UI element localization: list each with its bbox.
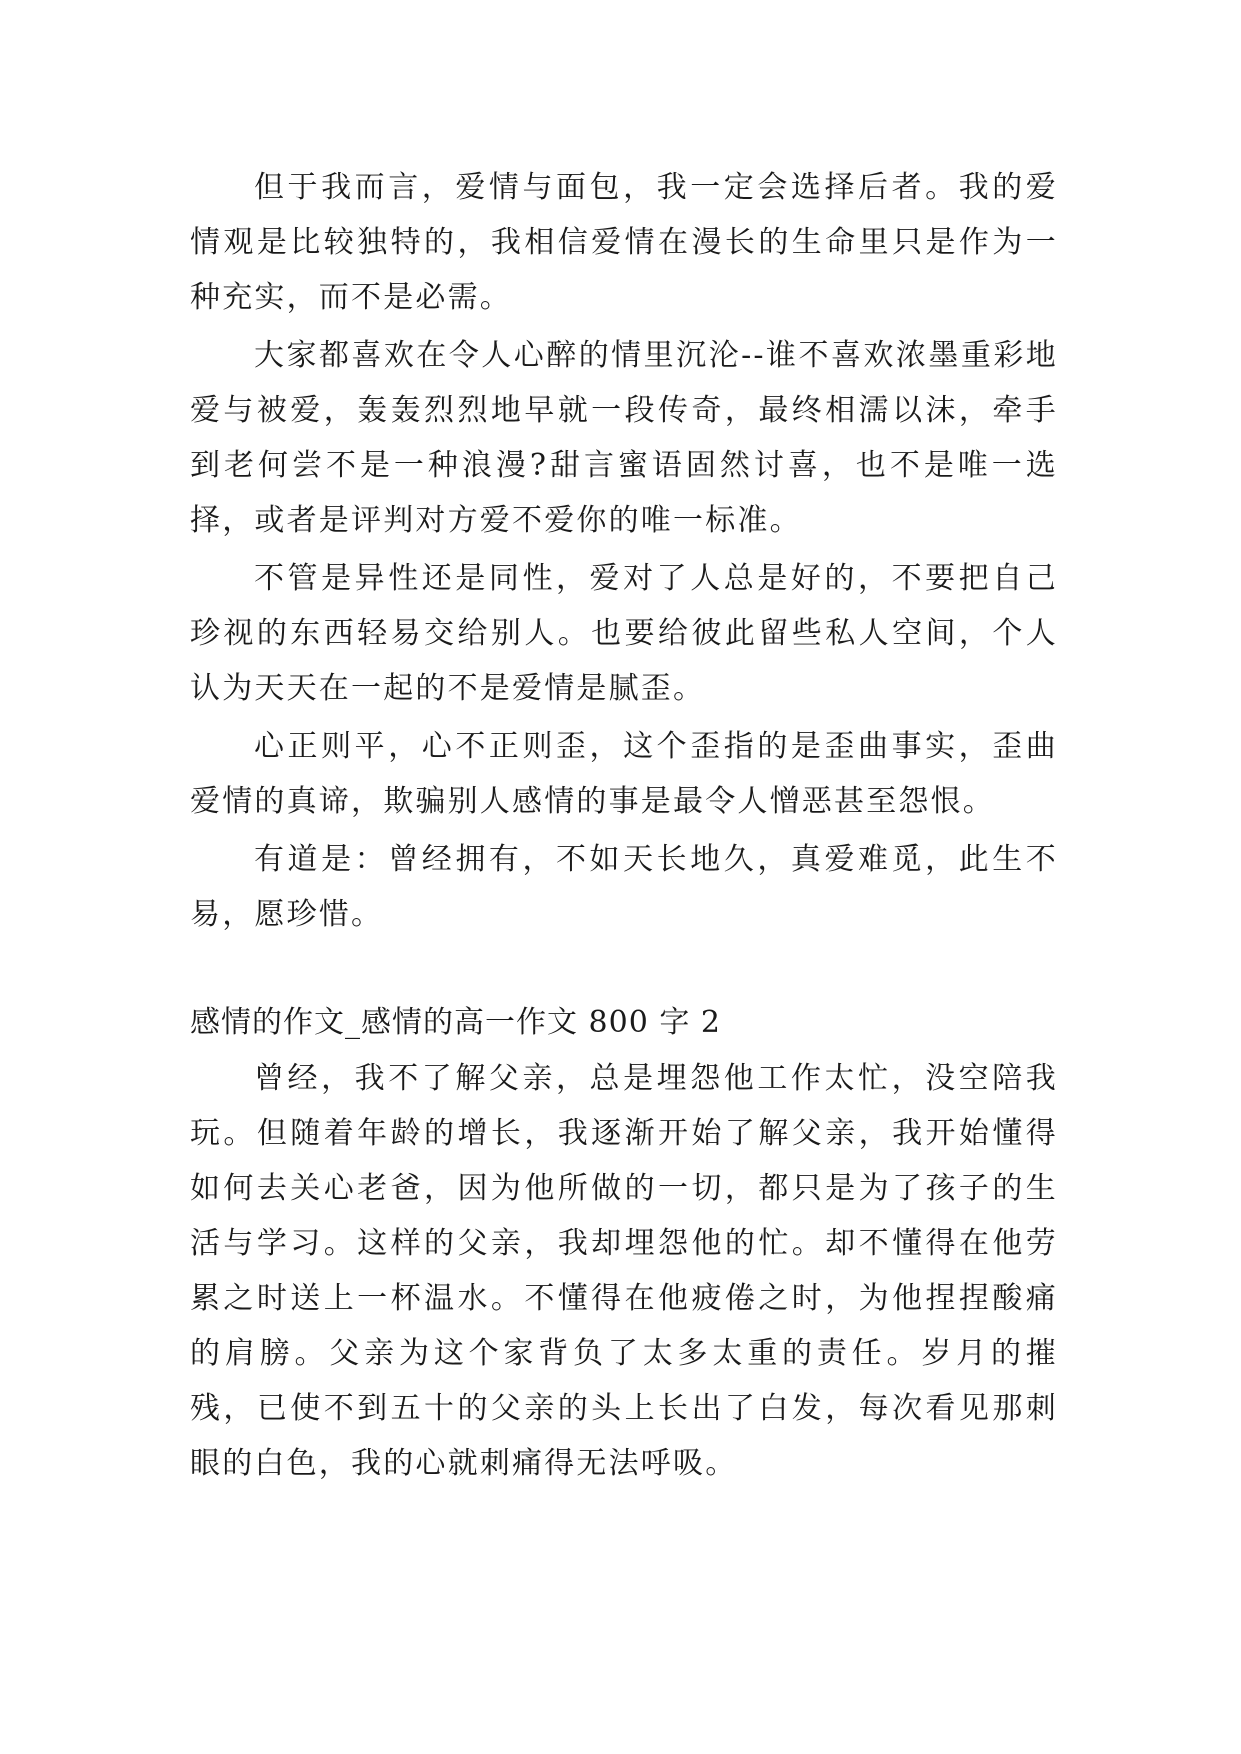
paragraph: 大家都喜欢在令人心醉的情里沉沦--谁不喜欢浓墨重彩地爱与被爱，轰轰烈烈地早就一段传奇，最终相濡以沫，牵手到老何尝不是一种浪漫?甜言蜜语固然讨喜，也不是唯一选择，或者是评判对方爱不爱你的唯一标准。 xyxy=(190,338,1058,538)
section-heading: 感情的作文_感情的高一作文 800 字 2 xyxy=(190,1005,721,1040)
document-body xyxy=(190,160,1058,1494)
paragraph: 有道是：曾经拥有，不如天长地久，真爱难觅，此生不易，愿珍惜。 xyxy=(190,842,1058,932)
paragraph: 不管是异性还是同性，爱对了人总是好的，不要把自己珍视的东西轻易交给别人。也要给彼此留些私人空间，个人认为天天在一起的不是爱情是腻歪。 xyxy=(190,561,1058,706)
paragraph: 曾经，我不了解父亲，总是埋怨他工作太忙，没空陪我玩。但随着年龄的增长，我逐渐开始了解父亲，我开始懂得如何去关心老爸，因为他所做的一切，都只是为了孩子的生活与学习。这样的父亲，我却埋怨他的忙。却不懂得在他劳累之时送上一杯温水。不懂得在他疲倦之时，为他捏捏酸痛的肩膀。父亲为这个家背负了太多太重的责任。岁月的摧残，已使不到五十的父亲的头上长出了白发，每次看见那刺眼的白色，我的心就刺痛得无法呼吸。 xyxy=(190,1061,1058,1481)
paragraph: 但于我而言，爱情与面包，我一定会选择后者。我的爱情观是比较独特的，我相信爱情在漫长的生命里只是作为一种充实，而不是必需。 xyxy=(190,170,1058,315)
paragraph: 心正则平，心不正则歪，这个歪指的是歪曲事实，歪曲爱情的真谛，欺骗别人感情的事是最令人憎恶甚至怨恨。 xyxy=(190,729,1058,819)
